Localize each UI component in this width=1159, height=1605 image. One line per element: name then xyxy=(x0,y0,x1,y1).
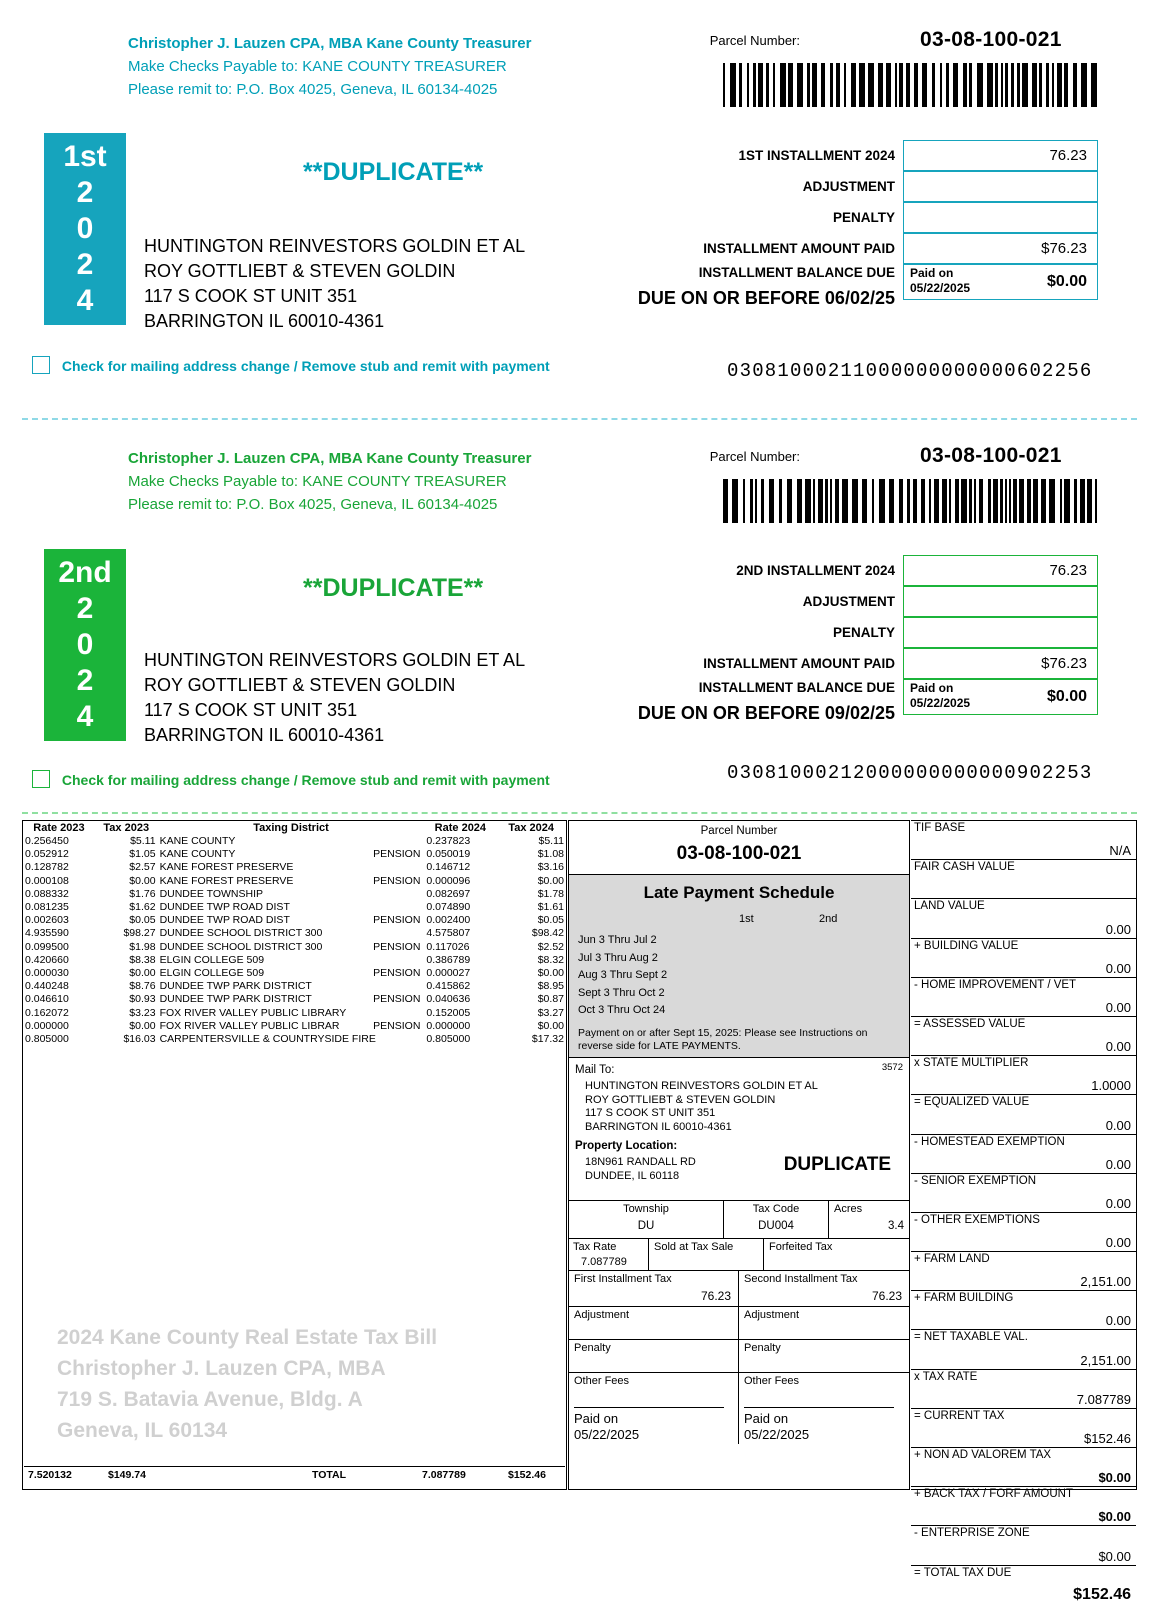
amount-paid-field-2[interactable]: $76.23 xyxy=(903,648,1098,679)
parcel-number-label-2: Parcel Number: xyxy=(709,449,800,464)
summary-row xyxy=(911,1526,1136,1565)
summary-row-value: 0.00 xyxy=(1105,1039,1131,1055)
ocr-line-1: 03081000211000000000000602256 xyxy=(727,360,1093,382)
district-cell: DUNDEE TWP PARK DISTRICT xyxy=(159,980,312,993)
district-cell: ELGIN COLLEGE 509 xyxy=(159,953,265,966)
receipt-duplicate-marker: DUPLICATE xyxy=(783,1154,891,1175)
penalty-field-2[interactable] xyxy=(903,617,1098,648)
sold-at-tax-sale-cell: Sold at Tax Sale xyxy=(649,1239,764,1270)
adjustment-row: ADJUSTMENT xyxy=(600,586,1098,617)
summary-row-label: - SENIOR EXEMPTION xyxy=(914,1174,1037,1187)
amount-paid-row: INSTALLMENT AMOUNT PAID $76.23 xyxy=(600,233,1098,264)
tax-bill-page: Christopher J. Lauzen CPA, MBA Kane County Treasurer Make Checks Payable to: KANE COUNTY TREASURER Please remit to: P.O. Box 4025, Geneva, IL 60134-4025 Parcel Number: 03-08-100-021 1st 2 0 2 4 **DUPLICATE** HUNTINGTON REINVESTORS GOLDIN ET AL ROY GOTTLIEBT & STEVEN GOLDIN 117 S COOK ST UNIT 351 BARRINGTON IL 60010-4361 1ST INSTALLMENT 2024 76.23 ADJUSTMENT PENALTY INSTALLMENT AMOUNT PAID $76.23 INSTALLMENT BALANCE DUE Paid on 05/22/2025 $0.00 DUE ON OR BEFORE 06/02/25 Check for mailing address change / Remove stub and remit with payment 03081000211000000000000602256 Christopher J. Lauzen CPA, MBA Kane County Treasurer Make Checks Payable to: KANE COUNTY TREASURER Please remit to: P.O. Box 4025, Geneva, IL 60134-4025 Parcel Number: 03-08-100-021 2nd 2 0 2 4 **DUPLICATE** HUNTINGTON REINVESTORS GOLDIN ET AL ROY GOTTLIEBT & STEVEN GOLDIN 117 S COOK ST UNIT 351 BARRINGTON IL 60010-4361 2ND INSTALLMENT 2024 76.23 ADJUSTMENT PENALTY INSTALLMENT AMOUNT PAID $76.23 INSTALLMENT BALANCE DUE Paid on 05/22/2025 $0.00 DUE ON OR BEFORE 09/02/25 Check for mailing address change / Remove stub and remit with payment 03081000212000000000000902253 Rate 2023 Tax 2023 Taxing District Rate 2024 Tax 2024 0.256450 $5.11 KANE COUNTY 0.237823 $5.11 0.052912 $1.05 KANE COUNTY PENSION 0.050019 $1.08 0.128782 $2.57 KANE FOREST PRESERVE 0.146712 $3.16 0.000108 $0.00 KANE FOREST PRESERVE PENSION 0.000096 $0.00 0.088332 $1.76 DUNDEE TOWNSHIP 0.082697 $1.78 0.081235 $1.62 DUNDEE TWP ROAD DIST 0.074890 $1.61 0.002603 $0.05 DUNDEE TWP ROAD DIST PENSION 0.002400 $0.05 4.935590 $98.27 DUNDEE SCHOOL DISTRICT 300 4.575807 $98.42 0.099500 $1.98 DUNDEE SCHOOL DISTRICT 300 PENSION 0.117026 $2.52 0.420660 $8.38 ELGIN COLLEGE 509 0.386789 $8.32 0.000030 $0.00 ELGIN COLLEGE 509 PENSION 0.000027 $0.00 0.440248 $8.76 DUNDEE TWP PARK DISTRICT 0.415862 $8.95 0.046610 $0.93 DUNDEE TWP PARK DISTRICT PENSION 0.040636 $0.87 0.162072 $3.23 FOX RIVER VALLEY PUBLIC LIBRARY 0.152005 $3.27 0.000000 $0.00 FOX RIVER VALLEY PUBLIC LIBRAR PENSION 0.000000 $0.00 0.805000 $16.03 CARPENTERSVILLE & COUNTRYSIDE FIRE 0.805000 $17.32 2024 Kane County Real Estate Tax Bill Christopher J. Lauzen CPA, MBA 719 S. Batavia Avenue, Bldg. A Geneva, IL 60134 7.520132 $149.74 TOTAL 7.087789 $152.46 Parcel Number 03-08-100-021 Late Payment Schedule 1st 2nd Jun 3 Thru Jul 2 Jul 3 Thru Aug 2 Aug 3 Thru Sept 2 Sept 3 Thru Oct 2 Oct 3 Thru Oct 24 Payment on or after Sept 15, 2025: Please see Instructions on reverse side for LATE PAYMENTS. Mail To: 3572 HUNTINGTON REINVESTORS GOLDIN ET AL ROY GOTTLIEBT & STEVEN GOLDIN 117 S COOK ST UNIT 351 BARRINGTON IL 60010-4361 Property Location: 18N961 RANDALL RD DUNDEE, IL 60118 DUPLICATE Township DU Tax Code DU004 Acres 3.4 Tax Rate 7.087789 Sold at Tax Sale Forfeited Tax First Installment Tax 76.23 Second Installment Tax 76.23 Adjustment Adjustment Penalty Penalty Other Fees Other Fees Paid on 05/22/2025 Paid on 05/22/2025 TIF BASE N/A FAIR CASH VALUE LAND VALUE 0.00 + BUILDING VALUE 0.00 - HOME IMPROVEMENT / VET 0.00 = ASSESSED VALUE 0.00 x STATE MULTIPLIER 1.0000 = EQUALIZED VALUE 0.00 - HOMESTEAD EXEMPTION 0.00 - SENIOR EXEMPTION 0.00 - OTHER EXEMPTIONS 0.00 + FARM LAND 2,151.00 + FARM BUILDING 0.00 = NET TAXABLE VAL. 2,151.00 x TAX RATE 7.087789 = CURRENT TAX $152.46 + NON AD VALOREM TAX $0.00 + BACK TAX / FORF AMOUNT $0.00 - ENTERPRISE ZONE $0.00 = TOTAL TAX DUE $152.46 xyxy=(0,0,1159,1500)
table-row: 0.000030 $0.00 ELGIN COLLEGE 509 PENSION 0.000027 $0.00 xyxy=(25,967,564,980)
pension-tag: PENSION xyxy=(373,848,421,861)
district-cell: DUNDEE TWP ROAD DIST PENSION xyxy=(159,914,421,927)
summary-row-value: 0.00 xyxy=(1105,960,1131,976)
pension-tag: PENSION xyxy=(373,940,421,953)
summary-row-label: = CURRENT TAX xyxy=(914,1409,1005,1422)
penalty-row xyxy=(569,1339,909,1372)
summary-row-label: + BACK TAX / FORF AMOUNT xyxy=(914,1488,1074,1501)
district-cell: ELGIN COLLEGE 509 PENSION xyxy=(159,967,421,980)
address-change-checkbox-1[interactable] xyxy=(32,356,50,374)
due-date-text-2: DUE ON OR BEFORE 09/02/25 xyxy=(637,703,895,723)
summary-row-label: + FARM LAND xyxy=(914,1253,990,1266)
forfeited-tax-cell: Forfeited Tax xyxy=(769,1241,833,1253)
first-installment-cell: First Installment Tax 76.23 xyxy=(569,1271,739,1306)
parcel-number-value-2: 03-08-100-021 xyxy=(920,444,1062,467)
installment-box-2 xyxy=(600,555,1098,715)
adjustment-field-2[interactable] xyxy=(903,586,1098,617)
summary-row-value: 2,151.00 xyxy=(1080,1352,1131,1368)
installment-amount-field-2[interactable]: 76.23 xyxy=(903,555,1098,586)
summary-row-label: + NON AD VALOREM TAX xyxy=(914,1449,1052,1461)
installment-row: 2ND INSTALLMENT 2024 76.23 xyxy=(600,555,1098,586)
balance-due-row: INSTALLMENT BALANCE DUE Paid on 05/22/2025 $0.00 xyxy=(600,679,1098,715)
summary-row xyxy=(911,1370,1136,1409)
installment-year-tab-1: 1st 2 0 2 4 xyxy=(44,133,126,325)
summary-row-label: TIF BASE xyxy=(914,822,966,834)
balance-due-row: INSTALLMENT BALANCE DUE Paid on 05/22/2025 $0.00 xyxy=(600,264,1098,300)
table-row: 0.046610 $0.93 DUNDEE TWP PARK DISTRICT PENSION 0.040636 $0.87 xyxy=(25,993,564,1006)
summary-row-value: 7.087789 xyxy=(1076,1391,1131,1407)
table-row: 0.000000 $0.00 FOX RIVER VALLEY PUBLIC LIBRAR PENSION 0.000000 $0.00 xyxy=(25,1019,564,1032)
paid-on-rule-1 xyxy=(574,1407,724,1408)
district-cell: DUNDEE TWP ROAD DIST xyxy=(159,901,290,914)
other-fees-row xyxy=(569,1372,909,1406)
summary-row-value: N/A xyxy=(1109,843,1131,859)
table-row: 0.088332 $1.76 DUNDEE TOWNSHIP 0.082697 $1.78 xyxy=(25,887,564,900)
district-cell: DUNDEE TWP PARK DISTRICT PENSION xyxy=(159,993,421,1006)
amount-paid-row: INSTALLMENT AMOUNT PAID $76.23 xyxy=(600,648,1098,679)
tax-rate-cell: Tax Rate 7.087789 xyxy=(569,1239,649,1270)
township-cell: Township DU xyxy=(569,1201,724,1238)
summary-row-value: $0.00 xyxy=(1098,1548,1131,1564)
summary-row xyxy=(911,1330,1136,1369)
treasurer-remit-block-1 xyxy=(128,32,531,101)
pension-tag: PENSION xyxy=(373,1019,421,1032)
district-cell: KANE COUNTY xyxy=(159,835,236,847)
due-date-text-1: DUE ON OR BEFORE 06/02/25 xyxy=(637,288,895,308)
table-row: 0.002603 $0.05 DUNDEE TWP ROAD DIST PENSION 0.002400 $0.05 xyxy=(25,914,564,927)
district-cell: CARPENTERSVILLE & COUNTRYSIDE FIRE xyxy=(159,1033,376,1046)
summary-row-label: - HOME IMPROVEMENT / VET xyxy=(914,978,1077,991)
district-cell: DUNDEE SCHOOL DISTRICT 300 PENSION xyxy=(159,940,421,953)
receipt-panel xyxy=(568,820,910,1490)
summary-row-value: $0.00 xyxy=(1098,1509,1131,1525)
summary-row-value: $0.00 xyxy=(1098,1470,1131,1486)
district-cell: FOX RIVER VALLEY PUBLIC LIBRARY xyxy=(159,1006,347,1019)
receipt-parcel-number: 03-08-100-021 xyxy=(676,843,802,864)
summary-row xyxy=(911,1174,1136,1213)
other-fees-cell-2: Other Fees xyxy=(744,1375,800,1387)
late-schedule-title: Late Payment Schedule xyxy=(643,883,835,902)
owner-address-2: HUNTINGTON REINVESTORS GOLDIN ET AL ROY GOTTLIEBT & STEVEN GOLDIN 117 S COOK ST UNIT 351 BARRINGTON IL 60010-4361 xyxy=(144,650,526,745)
table-row: 0.081235 $1.62 DUNDEE TWP ROAD DIST 0.074890 $1.61 xyxy=(25,901,564,914)
parcel-number-label-1: Parcel Number: xyxy=(709,33,800,48)
adjustment-row: ADJUSTMENT xyxy=(600,171,1098,202)
mail-to-block xyxy=(569,1058,909,1200)
balance-due-field-2: Paid on 05/22/2025 $0.00 xyxy=(903,679,1098,715)
adjustment-field-1[interactable] xyxy=(903,171,1098,202)
tax-code-cell: Tax Code DU004 xyxy=(724,1201,829,1238)
summary-row-label: x STATE MULTIPLIER xyxy=(914,1057,1029,1070)
treasurer-address-2: Please remit to: P.O. Box 4025, Geneva, IL 60134-4025 xyxy=(128,496,498,513)
summary-row xyxy=(911,1448,1136,1487)
tear-line-1 xyxy=(22,418,1137,420)
summary-row xyxy=(911,899,1136,938)
parcel-number-value-1: 03-08-100-021 xyxy=(920,28,1062,51)
summary-row xyxy=(911,1409,1136,1448)
bill-watermark: 2024 Kane County Real Estate Tax Bill Christopher J. Lauzen CPA, MBA 719 S. Batavia Avenue, Bldg. A Geneva, IL 60134 xyxy=(57,1326,438,1442)
late-schedule-rows: Jun 3 Thru Jul 2 Jul 3 Thru Aug 2 Aug 3 Thru Sept 2 Sept 3 Thru Oct 2 Oct 3 Thru Oct 24 xyxy=(578,934,668,1016)
summary-row xyxy=(911,860,1136,899)
pension-tag: PENSION xyxy=(373,914,421,927)
treasurer-address-1: Please remit to: P.O. Box 4025, Geneva, IL 60134-4025 xyxy=(128,81,498,98)
summary-row-value: 0.00 xyxy=(1105,1235,1131,1251)
acres-cell: Acres 3.4 xyxy=(834,1203,904,1232)
summary-row-value: 2,151.00 xyxy=(1080,1274,1131,1290)
table-row: 0.052912 $1.05 KANE COUNTY PENSION 0.050019 $1.08 xyxy=(25,848,564,861)
summary-row-label: - ENTERPRISE ZONE xyxy=(914,1527,1030,1540)
table-row: 0.000108 $0.00 KANE FOREST PRESERVE PENSION 0.000096 $0.00 xyxy=(25,874,564,887)
duplicate-marker-2: **DUPLICATE** xyxy=(303,574,484,602)
taxing-district-table xyxy=(23,821,566,1046)
summary-row-label: = EQUALIZED VALUE xyxy=(914,1096,1030,1109)
summary-row xyxy=(911,978,1136,1017)
taxrate-sold-forfeited-row xyxy=(569,1238,909,1270)
address-change-checkbox-2[interactable] xyxy=(32,770,50,788)
installment-row: 1ST INSTALLMENT 2024 76.23 xyxy=(600,140,1098,171)
penalty-cell-1: Penalty xyxy=(569,1340,739,1372)
table-total-divider xyxy=(24,1466,565,1467)
summary-row xyxy=(911,1566,1136,1605)
mail-code: 3572 xyxy=(881,1062,903,1073)
summary-row-label: FAIR CASH VALUE xyxy=(914,861,1015,874)
summary-row xyxy=(911,1056,1136,1095)
treasurer-name-2: Christopher J. Lauzen CPA, MBA Kane County Treasurer xyxy=(128,450,532,467)
installment-box-1 xyxy=(600,140,1098,300)
mail-to-address: HUNTINGTON REINVESTORS GOLDIN ET AL ROY GOTTLIEBT & STEVEN GOLDIN 117 S COOK ST UNIT 351 BARRINGTON IL 60010-4361 xyxy=(585,1080,818,1133)
penalty-row: PENALTY xyxy=(600,617,1098,648)
summary-row-value: 1.0000 xyxy=(1091,1078,1131,1094)
summary-row xyxy=(911,1252,1136,1291)
penalty-cell-2: Penalty xyxy=(744,1342,781,1354)
treasurer-remit-block-2 xyxy=(128,447,531,516)
summary-row-value: 0.00 xyxy=(1105,1313,1131,1329)
summary-row-label: LAND VALUE xyxy=(914,900,985,913)
summary-row-value: $152.46 xyxy=(1073,1585,1131,1603)
table-row: 0.420660 $8.38 ELGIN COLLEGE 509 0.386789 $8.32 xyxy=(25,953,564,966)
pension-tag: PENSION xyxy=(373,993,421,1006)
late-payment-note: Payment on or after Sept 15, 2025: Please see Instructions on reverse side for LATE PAYMENTS. xyxy=(578,1027,868,1052)
district-cell: KANE FOREST PRESERVE PENSION xyxy=(159,874,421,887)
summary-row xyxy=(911,1213,1136,1252)
treasurer-name-1: Christopher J. Lauzen CPA, MBA Kane County Treasurer xyxy=(128,35,532,52)
table-row: 0.256450 $5.11 KANE COUNTY 0.237823 $5.11 xyxy=(25,835,564,847)
summary-row xyxy=(911,1487,1136,1526)
installment-year-tab-2: 2nd 2 0 2 4 xyxy=(44,549,126,741)
adjustment-cell-2: Adjustment xyxy=(744,1309,800,1321)
table-row: 0.440248 $8.76 DUNDEE TWP PARK DISTRICT 0.415862 $8.95 xyxy=(25,980,564,993)
paid-on-cell-2: Paid on 05/22/2025 xyxy=(739,1406,909,1444)
table-header-row: Rate 2023 Tax 2023 Taxing District Rate 2024 Tax 2024 xyxy=(33,822,554,834)
tear-line-2 xyxy=(22,812,1137,814)
installment-tax-row xyxy=(569,1270,909,1306)
barcode-1 xyxy=(723,63,1101,107)
summary-row-label: = ASSESSED VALUE xyxy=(914,1017,1026,1030)
district-cell: DUNDEE TOWNSHIP xyxy=(159,887,264,900)
summary-row xyxy=(911,939,1136,978)
table-row: 0.805000 $16.03 CARPENTERSVILLE & COUNTRYSIDE FIRE 0.805000 $17.32 xyxy=(25,1033,564,1046)
summary-row-value: 0.00 xyxy=(1105,1195,1131,1211)
summary-row-value: $152.46 xyxy=(1084,1431,1131,1446)
summary-row xyxy=(911,1095,1136,1134)
mail-to-label: Mail To: xyxy=(575,1064,615,1076)
summary-row-value: 0.00 xyxy=(1105,1117,1131,1133)
property-location: 18N961 RANDALL RD DUNDEE, IL 60118 xyxy=(585,1156,696,1182)
summary-row-label: = TOTAL TAX DUE xyxy=(914,1566,1012,1579)
summary-row xyxy=(911,1291,1136,1330)
duplicate-marker-1: **DUPLICATE** xyxy=(303,158,484,186)
summary-row-label: = NET TAXABLE VAL. xyxy=(914,1331,1028,1344)
penalty-field-1[interactable] xyxy=(903,202,1098,233)
late-col-2nd: 2nd xyxy=(819,913,838,925)
district-cell: KANE FOREST PRESERVE xyxy=(159,861,294,874)
table-row: 0.128782 $2.57 KANE FOREST PRESERVE 0.146712 $3.16 xyxy=(25,861,564,874)
receipt-parcel-label: Parcel Number xyxy=(700,825,778,837)
ocr-line-2: 03081000212000000000000902253 xyxy=(727,762,1093,784)
table-row: 0.099500 $1.98 DUNDEE SCHOOL DISTRICT 300 PENSION 0.117026 $2.52 xyxy=(25,940,564,953)
pension-tag: PENSION xyxy=(373,874,421,887)
summary-row-label: x TAX RATE xyxy=(914,1370,978,1383)
paid-on-rule-2 xyxy=(744,1407,894,1408)
treasurer-payable-2: Make Checks Payable to: KANE COUNTY TREASURER xyxy=(128,473,507,490)
district-cell: DUNDEE SCHOOL DISTRICT 300 xyxy=(159,927,323,940)
amount-paid-field-1[interactable]: $76.23 xyxy=(903,233,1098,264)
installment-amount-field-1[interactable]: 76.23 xyxy=(903,140,1098,171)
summary-row-label: - HOMESTEAD EXEMPTION xyxy=(914,1135,1065,1148)
valuation-summary-panel xyxy=(911,820,1137,1603)
summary-row xyxy=(911,1135,1136,1174)
paid-on-row xyxy=(569,1406,909,1444)
barcode-2 xyxy=(723,479,1101,523)
owner-address-1: HUNTINGTON REINVESTORS GOLDIN ET AL ROY GOTTLIEBT & STEVEN GOLDIN 117 S COOK ST UNIT 351 BARRINGTON IL 60010-4361 xyxy=(144,236,526,331)
property-location-label: Property Location: xyxy=(575,1140,678,1152)
address-change-checkline-2: Check for mailing address change / Remove stub and remit with payment xyxy=(32,770,550,788)
paid-on-cell-1: Paid on 05/22/2025 xyxy=(569,1406,739,1444)
late-payment-schedule xyxy=(569,874,909,1058)
summary-row-label: + BUILDING VALUE xyxy=(914,939,1019,952)
district-cell: KANE COUNTY PENSION xyxy=(159,848,421,861)
summary-row xyxy=(911,1017,1136,1056)
summary-row-value: 0.00 xyxy=(1105,921,1131,937)
summary-row-label: - OTHER EXEMPTIONS xyxy=(914,1213,1040,1226)
summary-row-value: 0.00 xyxy=(1105,1156,1131,1172)
summary-row-label: + FARM BUILDING xyxy=(914,1292,1014,1305)
table-row: 4.935590 $98.27 DUNDEE SCHOOL DISTRICT 300 4.575807 $98.42 xyxy=(25,927,564,940)
adjustment-row xyxy=(569,1306,909,1339)
balance-due-field-1: Paid on 05/22/2025 $0.00 xyxy=(903,264,1098,300)
summary-row-value: 0.00 xyxy=(1105,999,1131,1015)
address-change-checkline-1: Check for mailing address change / Remove stub and remit with payment xyxy=(32,356,550,374)
adjustment-cell-1: Adjustment xyxy=(569,1307,739,1339)
treasurer-payable-1: Make Checks Payable to: KANE COUNTY TREASURER xyxy=(128,58,507,75)
penalty-row: PENALTY xyxy=(600,202,1098,233)
late-col-1st: 1st xyxy=(739,913,754,925)
district-cell: FOX RIVER VALLEY PUBLIC LIBRAR PENSION xyxy=(159,1019,421,1032)
township-taxcode-row xyxy=(569,1200,909,1238)
summary-row xyxy=(911,821,1136,860)
other-fees-cell-1: Other Fees xyxy=(569,1373,739,1406)
table-row: 0.162072 $3.23 FOX RIVER VALLEY PUBLIC LIBRARY 0.152005 $3.27 xyxy=(25,1006,564,1019)
second-installment-cell: Second Installment Tax 76.23 xyxy=(744,1273,902,1303)
pension-tag: PENSION xyxy=(373,967,421,980)
